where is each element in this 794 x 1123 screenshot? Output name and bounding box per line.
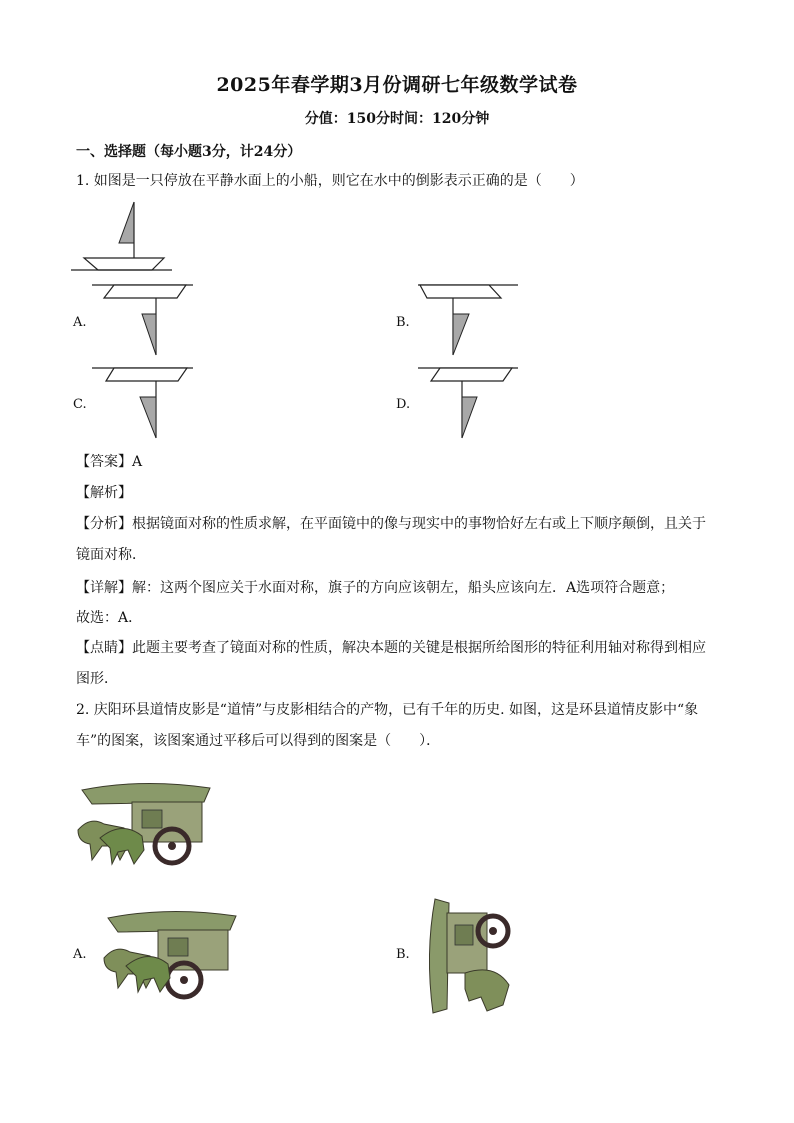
question-2-stem: 2. 庆阳环县道情皮影是“道情”与皮影相结合的产物，已有千年的历史. 如图，这是环县道情皮影中“象车”的图案，该图案通过平移后可以得到的图案是（ ）． xyxy=(76,702,699,749)
page-title: 2025年春学期3月份调研七年级数学试卷 xyxy=(216,74,578,96)
option-b-cart-image xyxy=(425,893,515,1018)
fenxi-text: 根据镜面对称的性质求解，在平面镜中的像与现实中的事物恰好左右或上下顺序颠倒，且关于镜面对称． xyxy=(76,516,706,563)
option-b-figure xyxy=(418,285,518,355)
boat-hull xyxy=(84,258,164,270)
option-a-label: A. xyxy=(73,315,87,330)
xiangjie-label: 【详解】 xyxy=(76,580,132,596)
option-c-figure xyxy=(92,368,193,438)
xiangjie-line xyxy=(76,578,674,598)
dianjing-text: 此题主要考查了镜面对称的性质，解决本题的关键是根据所给图形的特征利用轴对称得到相应图形． xyxy=(76,640,706,687)
fenxi-paragraph xyxy=(76,509,718,571)
xiangjie-text: 解：这两个图应关于水面对称，旗子的方向应该朝左，船头应该向左．A选项符合题意； xyxy=(132,580,675,596)
option-c-label: C. xyxy=(73,397,87,412)
elephant-cart-image xyxy=(72,780,217,870)
option-d-label: D. xyxy=(396,397,411,412)
option-a-cart-image xyxy=(98,908,243,998)
dianjing-label: 【点睛】 xyxy=(76,640,132,656)
q2-option-a-label: A. xyxy=(73,947,87,962)
choice-line: 故选：A． xyxy=(76,610,143,626)
answer-value: A xyxy=(132,454,143,470)
dianjing-paragraph xyxy=(76,633,718,695)
exam-info: 分值：150分时间：120分钟 xyxy=(304,111,490,127)
option-b-label: B. xyxy=(396,315,410,330)
answer-line xyxy=(76,452,142,472)
boat-sail xyxy=(119,202,134,243)
analysis-label: 【解析】 xyxy=(76,485,132,501)
option-d-figure xyxy=(418,368,518,438)
fenxi-label: 【分析】 xyxy=(76,516,132,532)
q2-option-b-label: B. xyxy=(396,947,410,962)
question-1-stem: 1. 如图是一只停放在平静水面上的小船，则它在水中的倒影表示正确的是（ ） xyxy=(76,173,584,189)
option-a-figure xyxy=(92,285,193,355)
section-heading: 一、选择题（每小题3分，计24分） xyxy=(76,144,302,160)
answer-label: 【答案】 xyxy=(76,454,132,470)
